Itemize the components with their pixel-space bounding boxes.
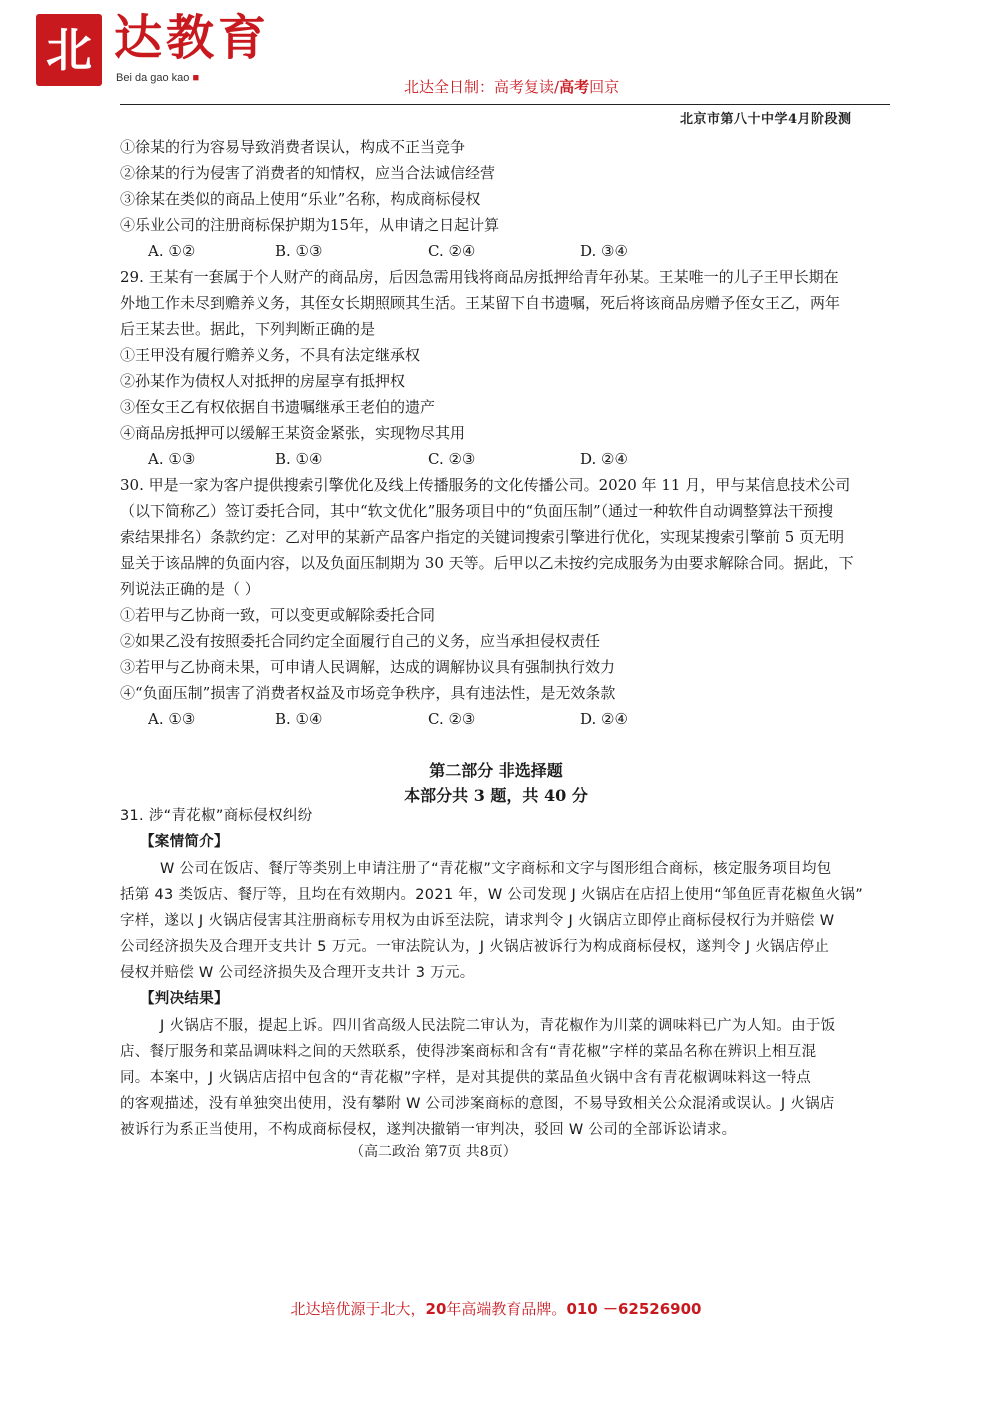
logo-name: 达教育 (114, 10, 271, 66)
q29-stem-line: 后王某去世。据此，下列判断正确的是 (120, 320, 376, 338)
q29-stem-line: 外地工作未尽到赡养义务，其侄女长期照顾其生活。王某留下自书遗嘱，死后将该商品房赠予侄女王乙，两年 (120, 294, 841, 312)
q28-item: ②徐某的行为侵害了消费者的知情权，应当合法诚信经营 (120, 164, 496, 182)
q28-item: ④乐业公司的注册商标保护期为15年，从申请之日起计算 (120, 216, 500, 234)
q28-option-a: A. ①② (148, 242, 196, 260)
q29-option-c: C. ②③ (428, 450, 476, 468)
q29-option-b: B. ①④ (275, 450, 323, 468)
page-number-footer: （高二政治 第7页 共8页） (350, 1144, 517, 1160)
ad-footer-part1: 北达培优源于北大， (290, 1300, 426, 1318)
q30-stem-line: （以下简称乙）签订委托合同，其中“软文优化”服务项目中的“负面压制”（通过一种软件自动调整算法干预搜 (120, 502, 834, 520)
ad-footer-phone: 010 －62526900 (566, 1300, 702, 1318)
q29-item: ③侄女王乙有权依据自书遗嘱继承王老伯的遗产 (120, 398, 436, 416)
q31-result-heading: 【判决结果】 (140, 991, 229, 1007)
q31-case-line: 字样，遂以 J 火锅店侵害其注册商标专用权为由诉至法院，请求判令 J 火锅店立即停止商标侵权行为并赔偿 W (120, 913, 835, 929)
q30-option-c: C. ②③ (428, 710, 476, 728)
slogan-part1: 北达全日制：高考复读/ (404, 78, 560, 96)
q30-item: ②如果乙没有按照委托合同约定全面履行自己的义务，应当承担侵权责任 (120, 632, 601, 650)
header-divider (120, 104, 890, 105)
q29-item: ①王甲没有履行赡养义务，不具有法定继承权 (120, 346, 421, 364)
part2-subtitle: 本部分共 3 题，共 40 分 (404, 786, 588, 805)
q31-case-line: W 公司在饭店、餐厅等类别上申请注册了“青花椒”文字商标和文字与图形组合商标，核定服务项目均包 (160, 861, 832, 877)
q28-item: ③徐某在类似的商品上使用“乐业”名称，构成商标侵权 (120, 190, 481, 208)
q28-item: ①徐某的行为容易导致消费者误认，构成不正当竞争 (120, 138, 466, 156)
q28-option-c: C. ②④ (428, 242, 476, 260)
logo-char: 北 (46, 23, 92, 77)
slogan-part2: 回京 (589, 78, 620, 96)
logo-subtitle (116, 72, 199, 84)
q30-option-b: B. ①④ (275, 710, 323, 728)
q31-case-line: 括第 43 类饭店、餐厅等，且均在有效期内。2021 年，W 公司发现 J 火锅店在店招上使用“邹鱼匠青花椒鱼火锅” (120, 887, 864, 903)
q30-option-a: A. ①③ (148, 710, 196, 728)
header-slogan (404, 76, 619, 97)
q31-result-line: J 火锅店不服，提起上诉。四川省高级人民法院二审认为，青花椒作为川菜的调味料已广为人知。由于饭 (160, 1018, 836, 1034)
ad-footer (0, 1298, 992, 1319)
q30-stem-line: 30. 甲是一家为客户提供搜索引擎优化及线上传播服务的文化传播公司。2020 年 11 月，甲与某信息技术公司 (120, 476, 851, 494)
q30-item: ①若甲与乙协商一致，可以变更或解除委托合同 (120, 606, 436, 624)
ad-footer-bold1: 20 (425, 1300, 447, 1318)
q31-case-line: 公司经济损失及合理开支共计 5 万元。一审法院认为，J 火锅店被诉行为构成商标侵权，遂判令 J 火锅店停止 (120, 939, 830, 955)
logo-square-icon: ■ (192, 72, 200, 84)
q31-title: 31. 涉“青花椒”商标侵权纠纷 (120, 808, 313, 824)
q30-option-d: D. ②④ (580, 710, 628, 728)
q31-result-line: 店、餐厅服务和菜品调味料之间的天然联系，使得涉案商标和含有“青花椒”字样的菜品名称在辨识上相互混 (120, 1044, 817, 1060)
q29-item: ②孙某作为债权人对抵押的房屋享有抵押权 (120, 372, 406, 390)
logo-badge (36, 14, 102, 86)
q29-stem-line: 29. 王某有一套属于个人财产的商品房，后因急需用钱将商品房抵押给青年孙某。王某唯一的儿子王甲长期在 (120, 268, 839, 286)
q31-result-line: 被诉行为系正当使用，不构成商标侵权，遂判决撤销一审判决，驳回 W 公司的全部诉讼请求。 (120, 1122, 737, 1138)
q29-option-d: D. ②④ (580, 450, 628, 468)
logo-subtitle-text: Bei da gao kao (116, 72, 190, 84)
q30-item: ③若甲与乙协商未果，可申请人民调解，达成的调解协议具有强制执行效力 (120, 658, 616, 676)
q29-item: ④商品房抵押可以缓解王某资金紧张，实现物尽其用 (120, 424, 466, 442)
q30-stem-line: 列说法正确的是（ ） (120, 580, 260, 598)
q30-stem-line: 显关于该品牌的负面内容，以及负面压制期为 30 天等。后甲以乙未按约完成服务为由要求解除合同。据此，下 (120, 554, 854, 572)
q28-option-b: B. ①③ (275, 242, 323, 260)
q31-result-line: 同。本案中，J 火锅店店招中包含的“青花椒”字样，是对其提供的菜品鱼火锅中含有青花椒调味料这一特点 (120, 1070, 812, 1086)
q28-option-d: D. ③④ (580, 242, 628, 260)
q31-result-line: 的客观描述，没有单独突出使用，没有攀附 W 公司涉案商标的意图，不易导致相关公众混淆或误认。J 火锅店 (120, 1096, 835, 1112)
ad-footer-part2: 年高端教育品牌。 (446, 1300, 567, 1318)
part2-title: 第二部分 非选择题 (429, 761, 563, 780)
q31-case-heading: 【案情简介】 (140, 834, 229, 850)
q31-case-line: 侵权并赔偿 W 公司经济损失及合理开支共计 3 万元。 (120, 965, 475, 981)
school-exam-header: 北京市第八十中学4月阶段测 (680, 112, 852, 127)
q30-item: ④“负面压制”损害了消费者权益及市场竞争秩序，具有违法性，是无效条款 (120, 684, 616, 702)
slogan-bold: 高考 (559, 78, 590, 96)
q30-stem-line: 索结果排名）条款约定：乙对甲的某新产品客户指定的关键词搜索引擎进行优化，实现某搜索引擎前 5 页无明 (120, 528, 845, 546)
q29-option-a: A. ①③ (148, 450, 196, 468)
